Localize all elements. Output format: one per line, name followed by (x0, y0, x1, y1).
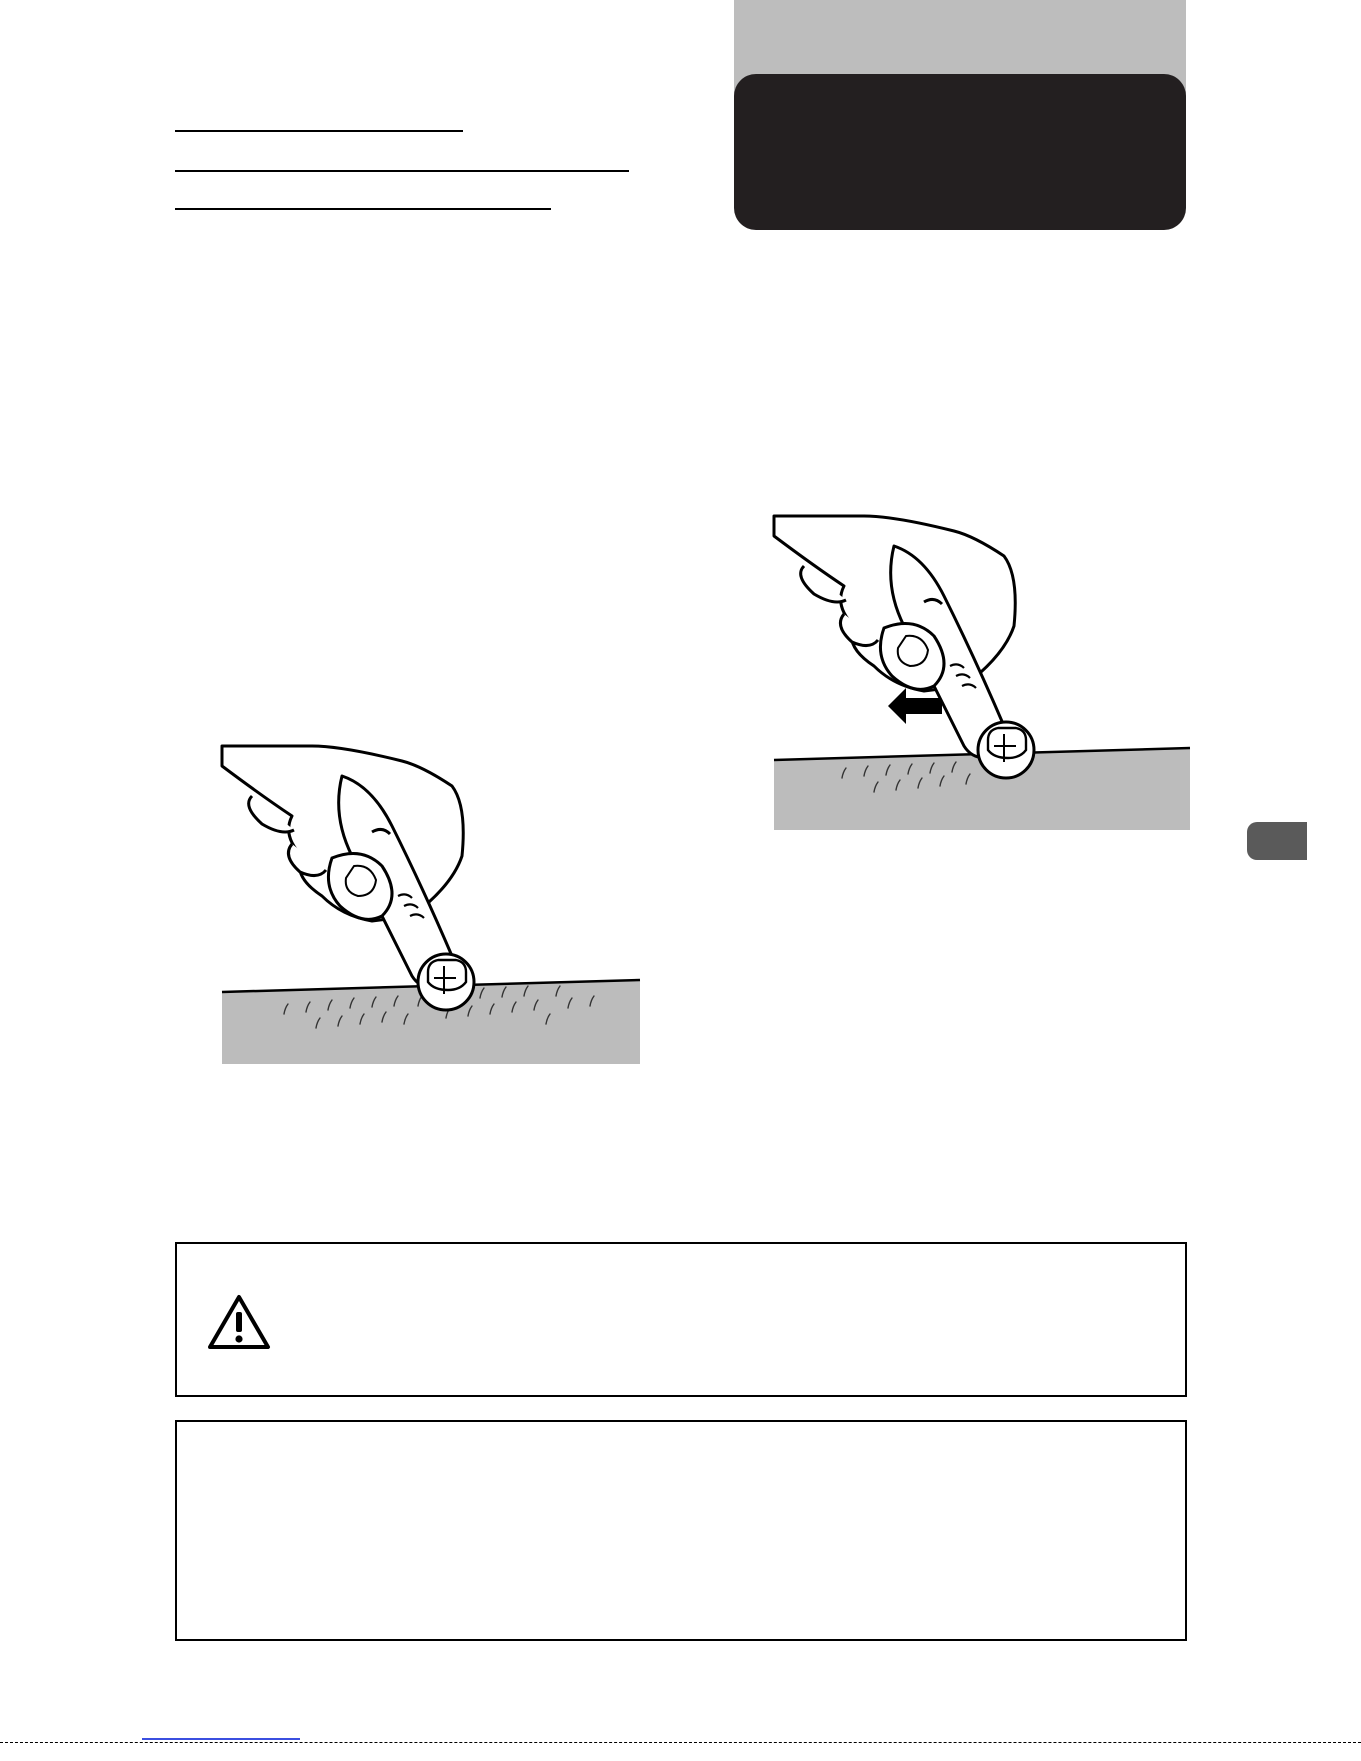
device-roller (978, 722, 1034, 778)
underline-rule-2 (175, 170, 629, 172)
device-roller (418, 954, 474, 1010)
arrow-left-icon (888, 688, 942, 724)
note-box (175, 1420, 1187, 1641)
warning-box (175, 1242, 1187, 1397)
underline-rule-3 (175, 208, 551, 210)
section-header-tab (734, 0, 1186, 230)
warning-triangle-icon (207, 1294, 271, 1350)
footer-dashed-rule (0, 1742, 1361, 1743)
underline-rule-1 (175, 130, 463, 132)
footer-link-underline[interactable] (142, 1738, 300, 1740)
illustration-hand-device-left (222, 746, 640, 1064)
chapter-side-tab (1247, 822, 1307, 860)
illustration-hand-device-right (774, 516, 1190, 830)
section-header-title-block (734, 74, 1186, 230)
